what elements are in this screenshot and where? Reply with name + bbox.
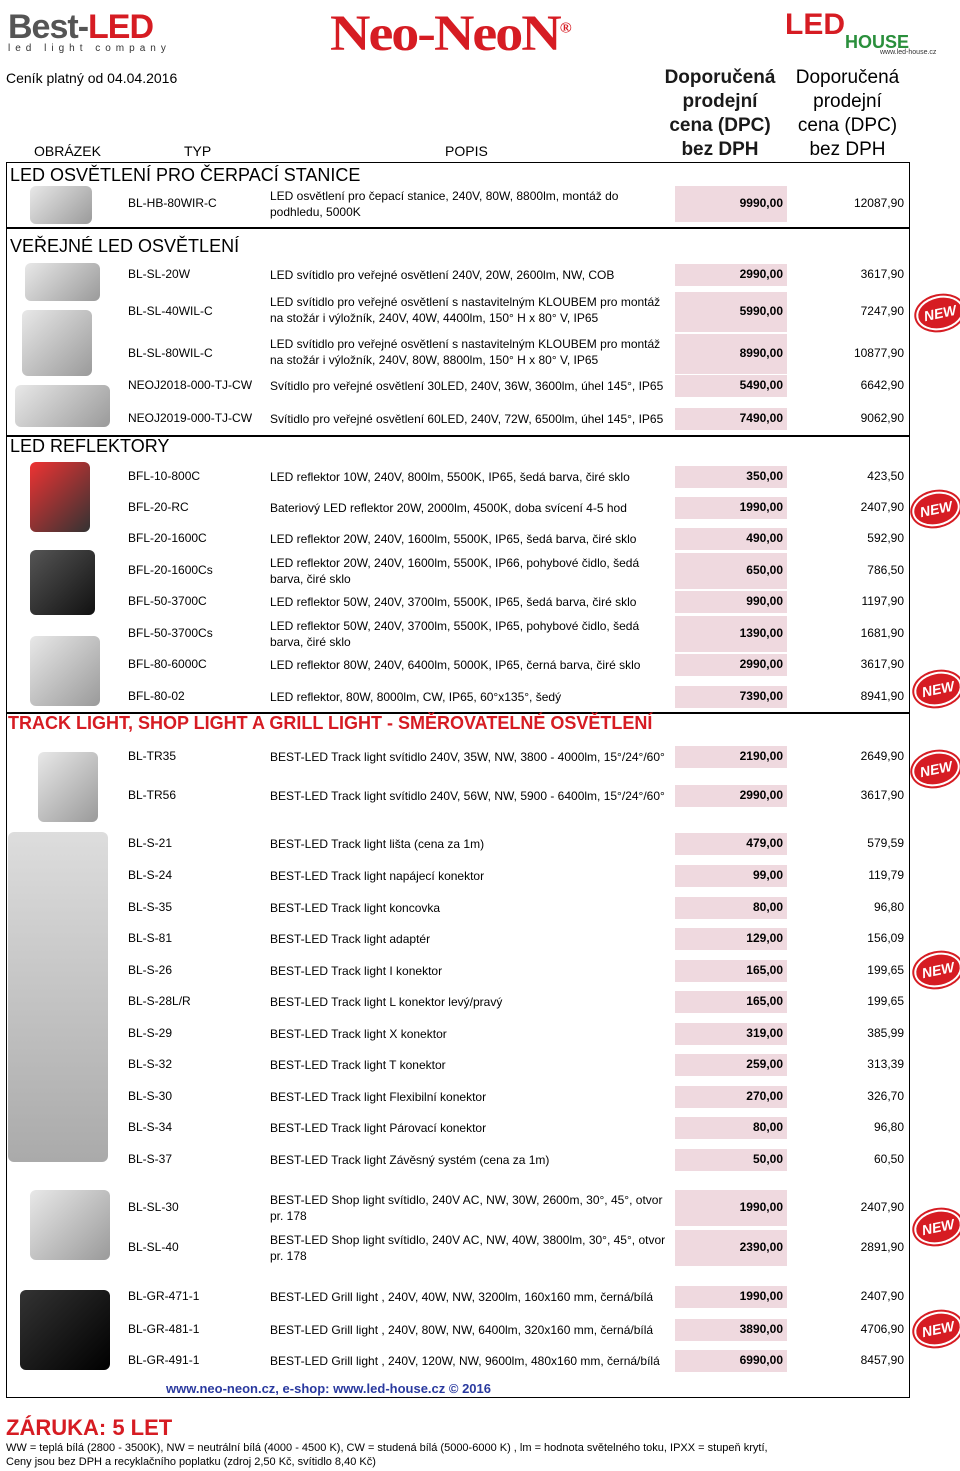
logo-url: www.led-house.cz	[880, 49, 937, 56]
new-badge: NEW	[909, 487, 960, 530]
footer-note-1: WW = teplá bílá (2800 - 3500K), NW = neutrální bílá (4000 - 4500 K), CW = studená bílá (5000-6000 K) , lm = hodnota světelného toku, IPXX = stupeň krytí,	[6, 1442, 768, 1454]
price-dpc: 165,00	[746, 994, 783, 1008]
product-description: LED reflektor 20W, 240V, 1600lm, 5500K, IP65, šedá barva, čiré sklo	[270, 532, 637, 546]
price-dpc-2: 2649,90	[860, 749, 904, 763]
product-code: BL-S-28L/R	[128, 994, 191, 1008]
product-code: BFL-50-3700Cs	[128, 626, 213, 640]
price-dpc: 6990,00	[739, 1353, 783, 1367]
table-row	[0, 962, 960, 980]
table-row	[0, 1025, 960, 1043]
product-code: BL-TR35	[128, 749, 177, 763]
price-dpc: 80,00	[752, 1120, 783, 1134]
table-row	[0, 899, 960, 917]
table-row	[0, 294, 960, 330]
price-dpc-2: 2407,90	[860, 1200, 904, 1214]
product-description: LED osvětlení pro čepací stanice, 240V, 80W, 8800lm, montáž do podhledu, 5000K	[270, 189, 619, 219]
product-description: LED reflektor 50W, 240V, 3700lm, 5500K, IP65, šedá barva, čiré sklo	[270, 595, 637, 609]
table-row	[0, 1056, 960, 1074]
logo-text-red: LED	[88, 8, 154, 46]
product-description: BEST-LED Track light L konektor levý/pravý	[270, 995, 503, 1009]
product-description: Svítidlo pro veřejné osvětlení 60LED, 240V, 72W, 6500lm, úhel 145°, IP65	[270, 412, 664, 426]
product-code: NEOJ2018-000-TJ-CW	[128, 378, 253, 392]
product-code: BL-SL-80WIL-C	[128, 346, 213, 360]
product-code: BL-S-81	[128, 931, 173, 945]
price-dpc-2: 2407,90	[860, 500, 904, 514]
price-dpc-2: 96,80	[873, 1120, 904, 1134]
product-code: BL-GR-471-1	[128, 1289, 200, 1303]
price-dpc-2: 119,79	[868, 868, 904, 882]
section-title-reflectors: LED REFLEKTORY	[10, 436, 170, 456]
price-dpc: 2190,00	[739, 749, 783, 763]
price-dpc-2: 60,50	[873, 1152, 904, 1166]
product-description: LED svítidlo pro veřejné osvětlení s nastavitelným KLOUBEM pro montáž na stožár i výložník, 240V, 80W, 8800lm, 150° H x 80° V, IP65	[270, 337, 661, 367]
table-row	[0, 499, 960, 517]
price-dpc: 1990,00	[739, 500, 783, 514]
price-dpc: 9990,00	[739, 196, 783, 210]
new-badge: NEW	[909, 747, 960, 790]
price-dpc-2: 8941,90	[860, 689, 904, 703]
logo-subtitle: led light company	[8, 43, 171, 54]
price-dpc-2: 579,59	[867, 836, 904, 850]
table-row	[0, 688, 960, 706]
best-led-logo	[8, 8, 171, 54]
section-title-track: TRACK LIGHT, SHOP LIGHT A GRILL LIGHT - SMĚROVATELNÉ OSVĚTLENÍ	[8, 713, 653, 733]
price-dpc: 2990,00	[739, 788, 783, 802]
price-dpc: 1990,00	[739, 1200, 783, 1214]
product-description: LED reflektor 80W, 240V, 6400lm, 5000K, IP65, černá barva, čiré sklo	[270, 658, 641, 672]
product-code: BFL-10-800C	[128, 469, 201, 483]
product-description: BEST-LED Track light napájecí konektor	[270, 869, 485, 883]
table-row	[0, 266, 960, 284]
logo-led: LED	[785, 8, 845, 41]
product-description: LED reflektor 10W, 240V, 800lm, 5500K, IP65, šedá barva, čiré sklo	[270, 470, 630, 484]
table-row	[0, 1321, 960, 1339]
price-dpc: 1990,00	[739, 1289, 783, 1303]
table-row	[0, 336, 960, 372]
price-dpc: 80,00	[752, 900, 783, 914]
product-code: NEOJ2019-000-TJ-CW	[128, 411, 253, 425]
price-dpc: 650,00	[746, 563, 783, 577]
price-dpc: 129,00	[746, 931, 783, 945]
price-dpc-2: 3617,90	[860, 657, 904, 671]
product-code: BL-GR-491-1	[128, 1353, 200, 1367]
product-code: BL-GR-481-1	[128, 1322, 200, 1336]
new-badge: NEW	[911, 1307, 960, 1350]
price-dpc-2: 3617,90	[860, 788, 904, 802]
price-dpc-2: 10877,90	[853, 346, 904, 360]
warranty-title: ZÁRUKA: 5 LET	[6, 1415, 173, 1440]
table-row	[0, 555, 960, 587]
price-dpc: 490,00	[746, 531, 783, 545]
table-row	[0, 867, 960, 885]
price-dpc-2: 423,50	[867, 469, 904, 483]
price-dpc-2: 7247,90	[860, 304, 904, 318]
product-description: BEST-LED Track light svítidlo 240V, 56W, NW, 5900 - 6400lm, 15°/24°/60°	[270, 789, 665, 803]
product-description: BEST-LED Track light adaptér	[270, 932, 431, 946]
price-dpc-2: 385,99	[867, 1026, 904, 1040]
price-dpc-2: 326,70	[867, 1089, 904, 1103]
price-dpc-2: 199,65	[867, 963, 904, 977]
price-dpc-2: 156,09	[867, 931, 904, 945]
product-description: LED reflektor 20W, 240V, 1600lm, 5500K, IP66, pohybové čidlo, šedá barva, čiré sklo	[270, 556, 640, 586]
product-description: BEST-LED Track light I konektor	[270, 964, 443, 978]
product-code: BL-SL-40	[128, 1240, 179, 1254]
product-code: BL-SL-40WIL-C	[128, 304, 213, 318]
price-dpc-2: 1681,90	[860, 626, 904, 640]
product-code: BFL-50-3700C	[128, 594, 207, 608]
table-row	[0, 656, 960, 674]
price-dpc: 5490,00	[739, 378, 783, 392]
product-code: BFL-20-RC	[128, 500, 189, 514]
product-description: LED reflektor, 80W, 8000lm, CW, IP65, 60°x135°, šedý	[270, 690, 562, 704]
price-dpc: 2990,00	[739, 267, 783, 281]
price-dpc-2: 3617,90	[860, 267, 904, 281]
new-badge: NEW	[913, 291, 960, 334]
product-code: BL-S-24	[128, 868, 173, 882]
table-row	[0, 1232, 960, 1264]
validity-date: Ceník platný od 04.04.2016	[6, 70, 178, 86]
logo-text: Best-	[8, 8, 89, 46]
price-dpc-2: 592,90	[867, 531, 904, 545]
table-row	[0, 530, 960, 548]
price-dpc-2: 9062,90	[860, 411, 904, 425]
price-dpc: 50,00	[752, 1152, 783, 1166]
product-description: BEST-LED Grill light , 240V, 120W, NW, 9600lm, 480x160 mm, černá/bílá	[270, 1354, 660, 1368]
table-row	[0, 835, 960, 853]
price-dpc-2: 96,80	[873, 900, 904, 914]
table-row	[0, 787, 960, 805]
neo-neon-logo: Neo-NeoN®	[330, 6, 570, 62]
product-description: BEST-LED Track light Závěsný systém (cena za 1m)	[270, 1153, 550, 1167]
product-code: BL-SL-30	[128, 1200, 179, 1214]
table-row	[0, 930, 960, 948]
product-code: BL-S-29	[128, 1026, 173, 1040]
product-code: BL-SL-20W	[128, 267, 191, 281]
price-dpc-2: 4706,90	[860, 1322, 904, 1336]
col-price-dpc: Doporučená prodejní cena (DPC) bez DPH	[664, 67, 776, 160]
new-badge: NEW	[911, 1205, 960, 1248]
product-description: LED reflektor 50W, 240V, 3700lm, 5500K, IP65, pohybové čidlo, šedá barva, čiré sklo	[270, 619, 640, 649]
table-row	[0, 1119, 960, 1137]
table-row	[0, 1088, 960, 1106]
table-row	[0, 1288, 960, 1306]
price-dpc: 319,00	[746, 1026, 783, 1040]
product-code: BL-S-26	[128, 963, 173, 977]
product-code: BL-S-32	[128, 1057, 173, 1071]
product-description: BEST-LED Shop light svítidlo, 240V AC, NW, 30W, 2600m, 30°, 45°, otvor pr. 178	[270, 1193, 663, 1223]
product-code: BL-S-21	[128, 836, 173, 850]
product-description: BEST-LED Track light Flexibilní konektor	[270, 1090, 487, 1104]
price-dpc: 2390,00	[739, 1240, 783, 1254]
price-dpc: 7390,00	[739, 689, 783, 703]
col-image: OBRÁZEK	[34, 143, 101, 159]
product-description: BEST-LED Grill light , 240V, 40W, NW, 3200lm, 160x160 mm, černá/bílá	[270, 1290, 654, 1304]
product-description: BEST-LED Track light koncovka	[270, 901, 441, 915]
price-dpc-2: 6642,90	[860, 378, 904, 392]
product-code: BL-S-30	[128, 1089, 173, 1103]
logo-house: HOUSE	[845, 32, 910, 52]
price-dpc: 7490,00	[739, 411, 783, 425]
price-dpc-2: 199,65	[867, 994, 904, 1008]
table-row	[0, 377, 960, 395]
product-code: BFL-20-1600C	[128, 531, 207, 545]
table-row	[0, 468, 960, 486]
led-house-logo	[785, 8, 955, 58]
product-description: LED svítidlo pro veřejné osvětlení 240V, 20W, 2600lm, NW, COB	[270, 268, 615, 282]
product-description: BEST-LED Track light T konektor	[270, 1058, 446, 1072]
col-desc: POPIS	[445, 143, 488, 159]
section-title-public: VEŘEJNÉ LED OSVĚTLENÍ	[10, 236, 240, 256]
price-dpc: 99,00	[752, 868, 783, 882]
product-description: BEST-LED Track light lišta (cena za 1m)	[270, 837, 485, 851]
price-dpc: 990,00	[746, 594, 783, 608]
price-dpc-2: 2407,90	[860, 1289, 904, 1303]
price-dpc: 270,00	[746, 1089, 783, 1103]
table-row	[0, 188, 960, 220]
table-row	[0, 1192, 960, 1224]
product-description: BEST-LED Track light svítidlo 240V, 35W, NW, 3800 - 4000lm, 15°/24°/60°	[270, 750, 665, 764]
product-description: BEST-LED Track light Párovací konektor	[270, 1121, 487, 1135]
product-description: BEST-LED Shop light svítidlo, 240V AC, NW, 40W, 3800lm, 30°, 45°, otvor pr. 178	[270, 1233, 666, 1263]
footer-note-2: Ceny jsou bez DPH a recyklačního poplatku (zdroj 2,50 Kč, svítidlo 8,40 Kč)	[6, 1456, 376, 1468]
new-badge: NEW	[911, 667, 960, 710]
product-code: BL-S-35	[128, 900, 173, 914]
price-dpc: 165,00	[746, 963, 783, 977]
table-row	[0, 410, 960, 428]
price-dpc-2: 2891,90	[860, 1240, 904, 1254]
section-box-2	[6, 228, 910, 436]
table-row	[0, 618, 960, 650]
product-code: BL-S-34	[128, 1120, 173, 1134]
section-title-stations: LED OSVĚTLENÍ PRO ČERPACÍ STANICE	[10, 165, 361, 185]
table-row	[0, 1352, 960, 1370]
product-code: BFL-80-6000C	[128, 657, 207, 671]
product-description: BEST-LED Grill light , 240V, 80W, NW, 6400lm, 320x160 mm, černá/bílá	[270, 1323, 654, 1337]
product-code: BL-HB-80WIR-C	[128, 196, 217, 210]
price-dpc: 2990,00	[739, 657, 783, 671]
price-dpc: 479,00	[746, 836, 783, 850]
footer-url[interactable]: www.neo-neon.cz, e-shop: www.led-house.cz © 2016	[166, 1381, 491, 1396]
product-description: Svítidlo pro veřejné osvětlení 30LED, 240V, 36W, 3600lm, úhel 145°, IP65	[270, 379, 664, 393]
price-dpc: 5990,00	[739, 304, 783, 318]
product-code: BL-TR56	[128, 788, 177, 802]
price-dpc: 8990,00	[739, 346, 783, 360]
col-price-dpc-2: Doporučená prodejní cena (DPC) bez DPH	[795, 67, 900, 160]
product-description: Bateriový LED reflektor 20W, 2000lm, 4500K, doba svícení 4-5 hod	[270, 501, 627, 515]
table-row	[0, 593, 960, 611]
new-badge: NEW	[911, 948, 960, 991]
price-dpc: 1390,00	[739, 626, 783, 640]
price-dpc-2: 12087,90	[853, 196, 904, 210]
product-code: BL-S-37	[128, 1152, 173, 1166]
price-dpc: 350,00	[746, 469, 783, 483]
price-dpc-2: 8457,90	[860, 1353, 904, 1367]
product-description: BEST-LED Track light X konektor	[270, 1027, 447, 1041]
price-dpc-2: 313,39	[867, 1057, 904, 1071]
price-dpc-2: 786,50	[867, 563, 904, 577]
table-row	[0, 1151, 960, 1169]
table-row	[0, 748, 960, 766]
price-dpc: 259,00	[746, 1057, 783, 1071]
price-dpc: 3890,00	[739, 1322, 783, 1336]
col-type: TYP	[184, 143, 212, 159]
table-row	[0, 993, 960, 1011]
price-dpc-2: 1197,90	[861, 594, 904, 608]
product-code: BFL-80-02	[128, 689, 185, 703]
product-code: BFL-20-1600Cs	[128, 563, 213, 577]
product-description: LED svítidlo pro veřejné osvětlení s nastavitelným KLOUBEM pro montáž na stožár i výložník, 240V, 40W, 4400lm, 150° H x 80° V, IP65	[270, 295, 661, 325]
